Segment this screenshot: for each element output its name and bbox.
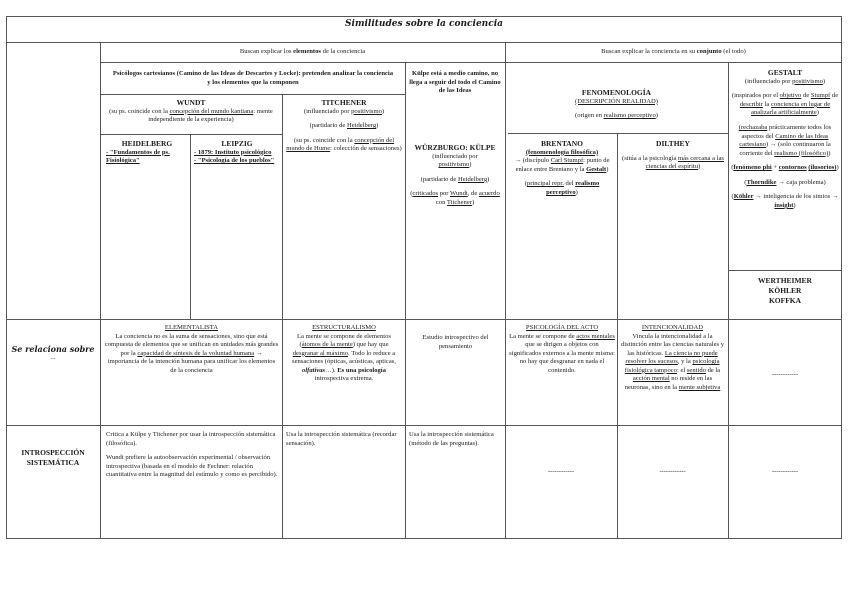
row-label-relacion	[6, 344, 100, 363]
rule	[6, 42, 842, 43]
psico-acto-cell	[509, 324, 615, 375]
estructuralismo-title: ESTRUCTURALISMO	[312, 324, 376, 331]
introspeccion-label: INTROSPECCIÓN SISTEMÁTICA	[21, 448, 85, 467]
titchener-block	[284, 98, 404, 154]
leipzig-item-1: - 1879: Instituto psicológico	[194, 148, 272, 156]
introspeccion-wundt-p1: Critica a Külpe y Titchener por usar la introspección sistemática (filosófica).	[106, 431, 276, 447]
wurzburgo-infl: (influenciado por	[432, 152, 478, 160]
rule	[282, 94, 283, 538]
brentano-title: BRENTANO	[541, 139, 583, 148]
introspeccion-gestalt-cell: ------------	[771, 468, 799, 475]
intencionalidad-text: Vincula la intencionalidad a la distinción entre las ciencias naturales y las históricas. La ciencia no puede resolver los sucesos, y la psicología fisiológica tampoco: el sentido de la acción mental no reside en las neuronas, sino en la mente subjetiva	[620, 332, 725, 391]
fenomenologia-block	[505, 88, 728, 121]
gestalt-phi: (fenómeno phi + contornos (ilusorios))	[731, 164, 839, 172]
gestalt-thorndike: (Thorndike → caja problema)	[744, 178, 826, 186]
brentano-sub: (fenomenología filosófica)	[525, 148, 599, 156]
psico-acto-text: La mente se compone de actos mentales que se dirigen a objetos con significados externos a la mente misma: no hay que desgranar en nada el contenido.	[509, 332, 615, 374]
psico-acto-title: PSICOLOGÍA DEL ACTO	[525, 324, 599, 331]
introspeccion-kulpe-cell: Usa la introspección sistemática (método de las preguntas).	[409, 431, 494, 447]
kulpe-header: Külpe está a medio camino, no llega a seguir del todo el Camino de las Ideas	[409, 70, 501, 95]
titchener-hume: (su ps. coincide con la concepción del mundo de Hume: colección de sensaciones)	[286, 136, 402, 153]
intencionalidad-cell	[620, 324, 725, 393]
wurzburgo-crit: (criticados por Wundt, de acuerdo con Titchener)	[410, 190, 500, 206]
heidelberg-block	[106, 139, 188, 166]
heidelberg-item: - "Fundamentos de ps. Fisiológica"	[106, 148, 170, 165]
band-right: Buscan explicar la conciencia en su conjunto (el todo)	[601, 48, 746, 55]
gestalt-relacion-cell: ------------	[771, 371, 799, 378]
dilthey-block	[621, 139, 725, 172]
rule	[6, 16, 842, 17]
gestalt-name: WERTHEIMER	[758, 276, 812, 285]
cartesianos-header: Psicólogos cartesianos (Camino de las Ideas de Descartes y Locke): pretenden analizar la conciencia y los elementos que la componen	[112, 70, 394, 86]
gestalt-title: GESTALT	[767, 68, 803, 77]
relacion-label: Se relaciona sobre	[11, 344, 95, 354]
heidelberg-title: HEIDELBERG	[121, 139, 173, 148]
gestalt-kohler: (Köhler → inteligencia de los simios → insight)	[731, 193, 839, 209]
rule	[617, 133, 618, 538]
dilthey-l1: (sitúa a la psicología más cercana a las ciencias del espíritu)	[622, 154, 724, 171]
rule	[100, 94, 405, 95]
rule	[190, 134, 191, 319]
wurzburgo-part: (partidario de Heidelberg)	[420, 175, 490, 183]
rule	[508, 133, 728, 134]
rule	[728, 270, 842, 271]
rule	[100, 62, 842, 63]
fenomenologia-origin: (origen en realismo perceptivo)	[575, 112, 658, 120]
introspeccion-wundt-cell	[106, 431, 280, 480]
gestalt-insp: (inspirados por el objetivo de Stumpf de describir la conciencia en lugar de analizarla artificialmente)	[731, 92, 839, 117]
dilthey-title: DILTHEY	[656, 139, 690, 148]
page-title: Similitudes sobre la conciencia	[345, 19, 503, 29]
rule	[6, 16, 7, 538]
titchener-infl: (influenciado por positivismo)	[303, 107, 385, 115]
estructuralismo-text: La mente se compone de elementos (átomos de la mente) que hay que desgranar al máximo. Todo lo reduce a sensaciones (ópticas, acústicas, apticas, olfativas…). Es una psicología introspectiva extrema.	[292, 332, 396, 383]
brentano-block	[509, 139, 615, 198]
wurzburgo-block	[408, 143, 502, 208]
kulpe-relacion-cell: Estudio introspectivo del pensamiento	[422, 334, 489, 350]
wurzburgo-infl-2: positivismo)	[438, 161, 472, 169]
elementalista-text: La conciencia no es la suma de sensaciones, sino que está compuesta de elementos que se unifican en unidades más grandes por la capacidad de síntesis de la voluntad humana → importancia de la intención humana para unificar los elementos de la conciencia	[104, 332, 279, 374]
introspeccion-dilthey-cell: ------------	[659, 468, 686, 475]
gestalt-block	[731, 68, 839, 211]
wurzburgo-title: WÜRZBURGO: KÜLPE	[414, 143, 496, 152]
band-left: Buscan explicar los elementos de la conciencia	[239, 48, 366, 55]
intencionalidad-title: INTENCIONALIDAD	[641, 324, 704, 331]
gestalt-name: KÖHLER	[768, 286, 802, 296]
introspeccion-brentano-cell: ------------	[547, 468, 575, 475]
wundt-desc: (su ps. coincide con la concepción del mundo kantiana: mente independiente de la experiencia)	[109, 107, 273, 124]
introspeccion-wundt-p2: Wundt prefiere la autoobservación experimental / observación introspectiva (basada en el modelo de Fechner: relación cuantitativa entre la magnitud del estímulo y como es percibido).	[106, 454, 278, 479]
wundt-block	[100, 98, 282, 125]
rule	[728, 62, 729, 538]
rule	[6, 538, 842, 539]
relacion-label-sub: ...	[50, 354, 56, 362]
brentano-l1: → (discípulo Carl Stumpf: punto de enlace entre Brentano y la Gestalt)	[514, 157, 610, 173]
leipzig-title: LEIPZIG	[221, 139, 253, 148]
gestalt-rech: (rechazaba prácticamente todos los aspectos del Camino de las Ideas cartesiano) → (solo continuaron la corriente del realismo (filosófico))	[738, 124, 832, 157]
gestalt-infl: (influenciado por positivismo)	[744, 77, 826, 85]
rule	[6, 319, 842, 320]
rule	[841, 16, 842, 538]
estructuralismo-cell	[286, 324, 402, 384]
titchener-title: TITCHENER	[321, 98, 367, 107]
gestalt-name: KOFFKA	[768, 296, 802, 306]
brentano-l2: (principal repr. del realismo perceptivo)	[524, 180, 600, 196]
elementalista-cell	[104, 324, 279, 375]
rule	[100, 134, 282, 135]
gestalt-names	[731, 276, 839, 306]
leipzig-block	[194, 139, 280, 166]
leipzig-item-2: - "Psicología de los pueblos"	[194, 157, 275, 165]
introspeccion-titchener-cell: Usa la introspección sistemática (recordar sensación).	[286, 431, 397, 447]
fenomenologia-title: FENOMENOLOGÍA	[581, 88, 652, 97]
fenomenologia-sub: (DESCRIPCIÓN REALIDAD)	[575, 97, 658, 105]
titchener-part: (partidario de Heidelberg)	[309, 122, 379, 130]
elementalista-title: ELEMENTALISTA	[164, 324, 219, 331]
rule	[6, 425, 842, 426]
rule	[405, 62, 406, 538]
wundt-title: WUNDT	[176, 98, 206, 107]
